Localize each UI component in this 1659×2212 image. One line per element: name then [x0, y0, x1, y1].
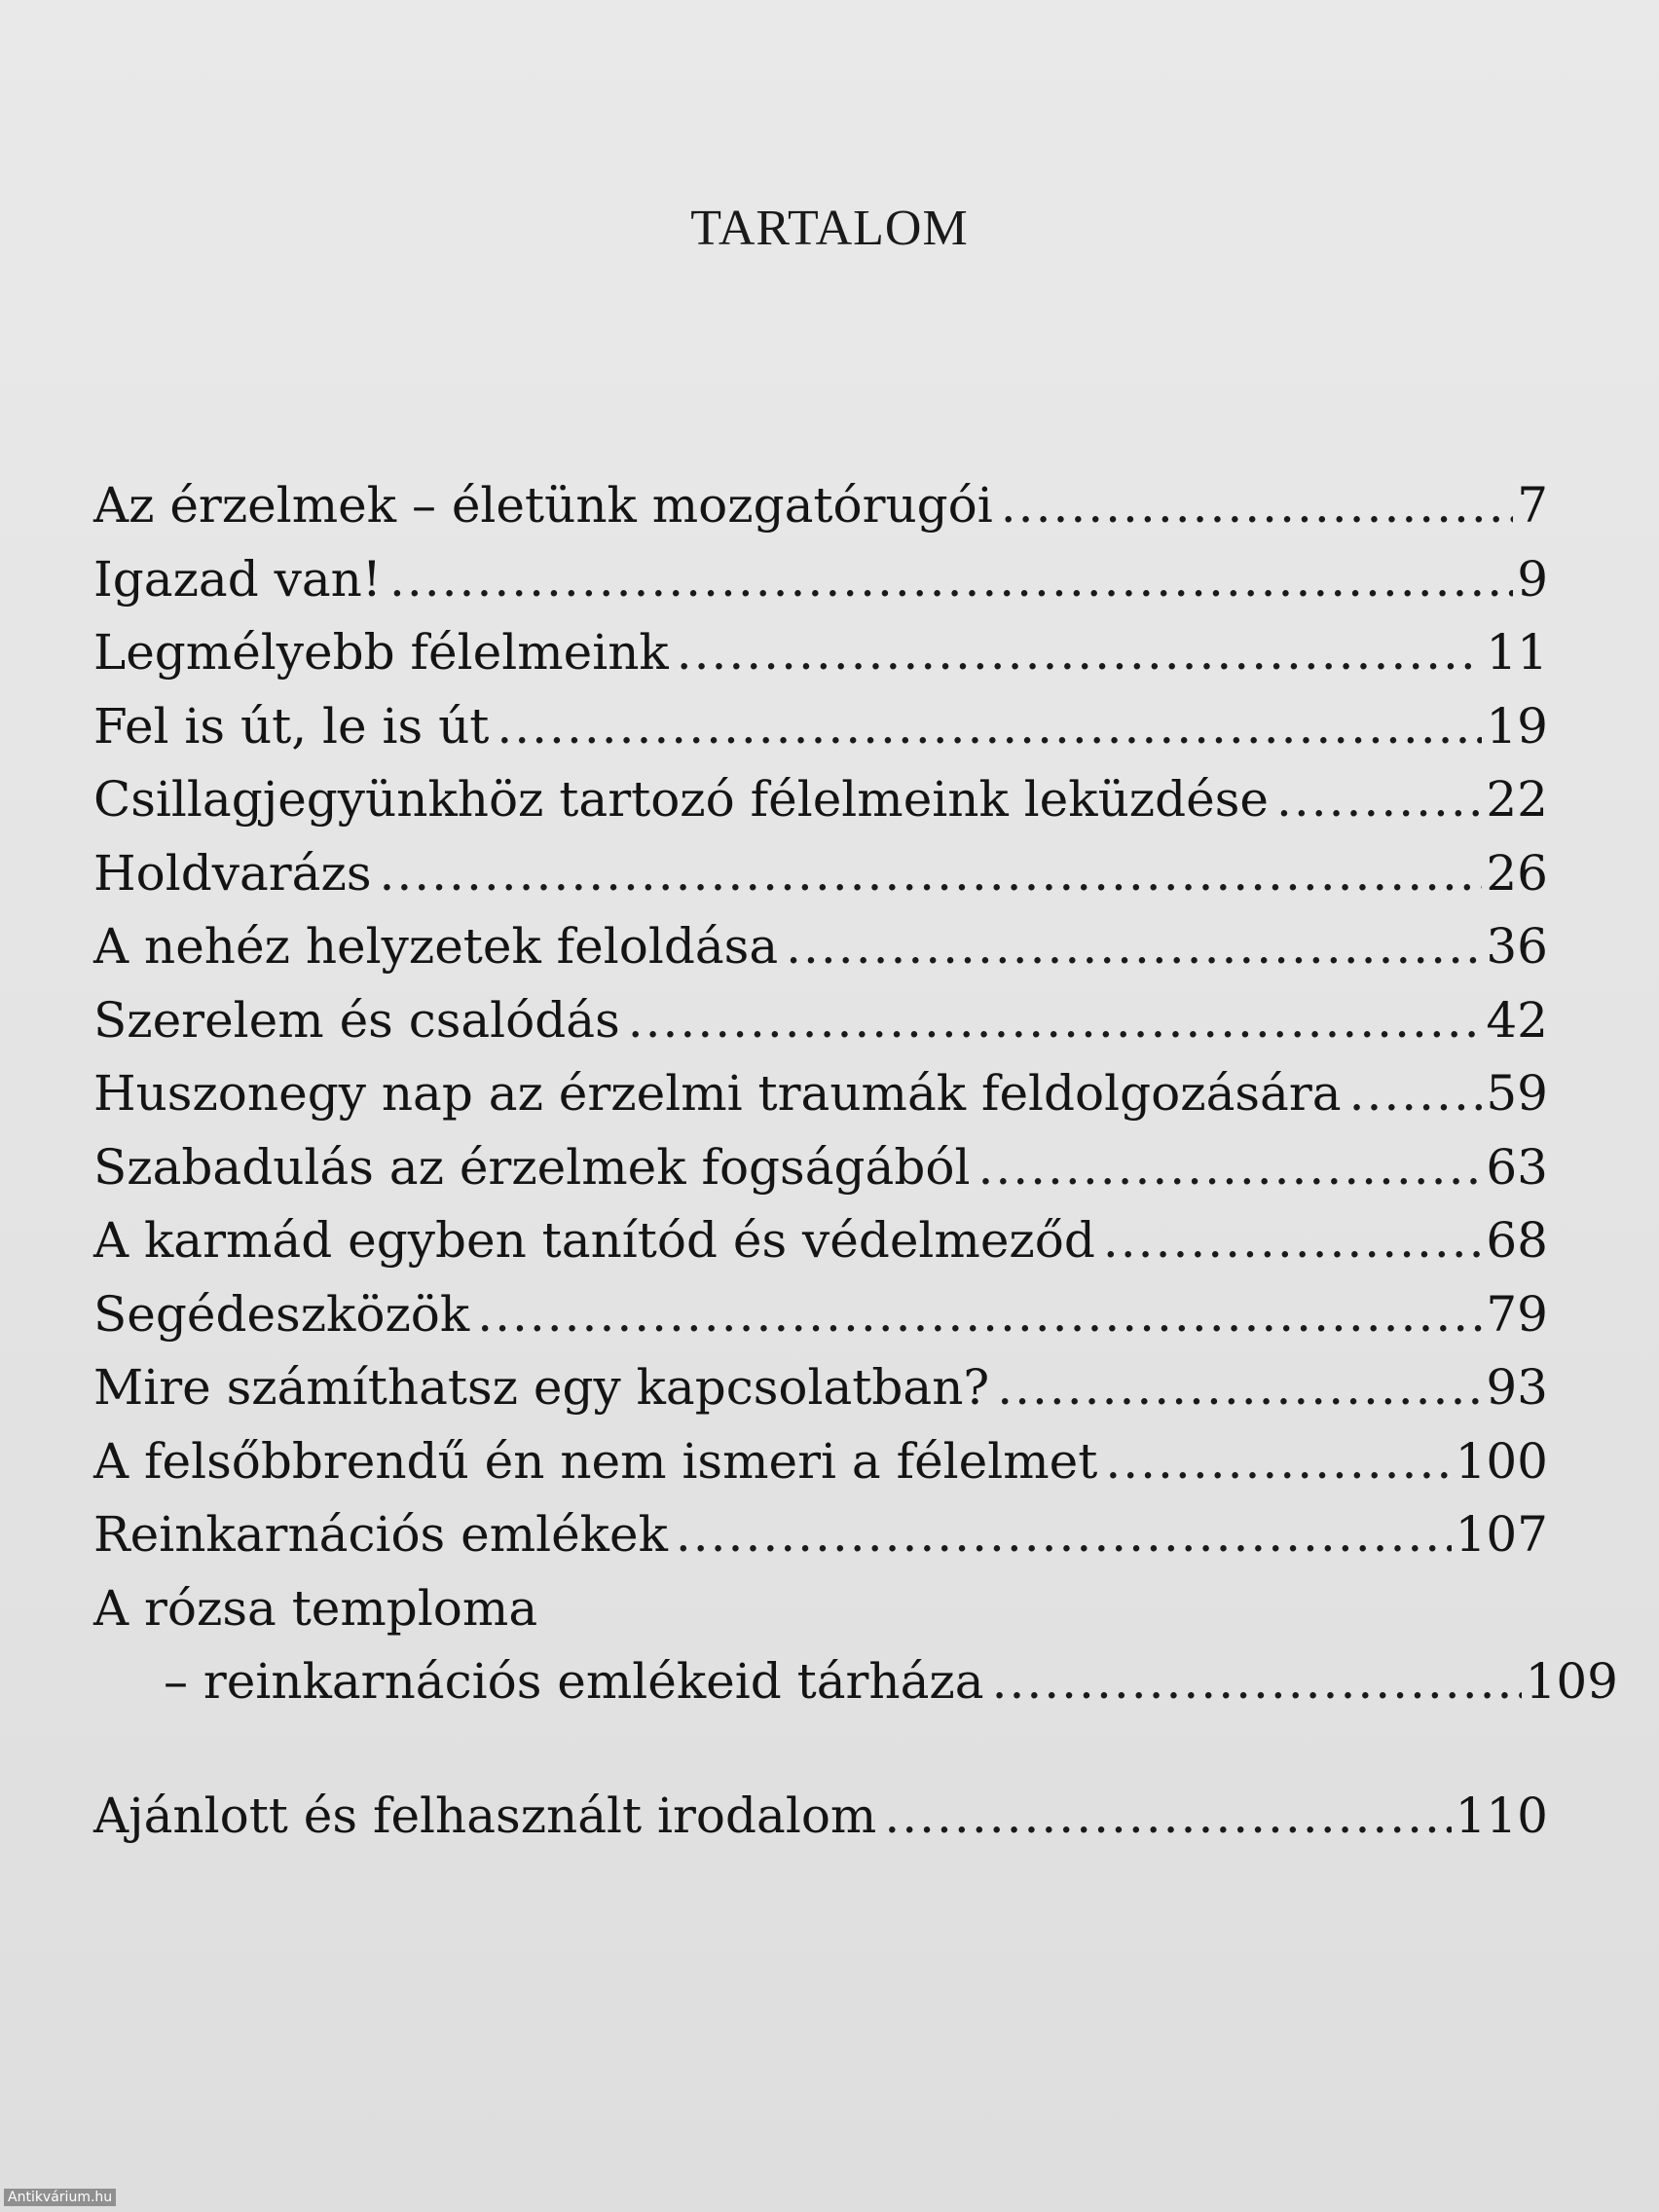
- toc-entry-title: Holdvarázs: [93, 844, 372, 902]
- toc-entry-page: 59: [1486, 1065, 1548, 1122]
- dot-leader: [677, 616, 1483, 690]
- dot-leader: [1349, 1057, 1483, 1131]
- toc-entry: [93, 910, 1548, 984]
- toc-entry-title: Fel is út, le is út: [93, 697, 490, 755]
- toc-entry-page: 26: [1486, 844, 1548, 902]
- toc-entry-page: 36: [1486, 918, 1548, 975]
- toc-entry-title: Az érzelmek – életünk mozgatórugói: [93, 477, 993, 534]
- toc-entry-title: Szabadulás az érzelmek fogságából: [93, 1138, 971, 1196]
- toc-entry-title: Segédeszközök: [93, 1285, 470, 1343]
- toc-entry-page: 22: [1486, 771, 1548, 828]
- dot-leader: [992, 1645, 1522, 1719]
- toc-entry: [93, 469, 1548, 543]
- toc-entry-page: 79: [1486, 1285, 1548, 1343]
- toc-entry: [93, 690, 1548, 764]
- toc-entry: [93, 763, 1548, 837]
- toc-entry-page: 93: [1486, 1359, 1548, 1416]
- toc-entry: [93, 1204, 1548, 1278]
- toc-entry-title: Csillagjegyünkhöz tartozó félelmeink leküzdése: [93, 771, 1269, 828]
- toc-entry-page: 109: [1525, 1653, 1618, 1710]
- toc-entry-title: Legmélyebb félelmeink: [93, 624, 669, 681]
- dot-leader: [389, 543, 1513, 617]
- toc-entry: [93, 616, 1548, 690]
- dot-leader: [497, 690, 1482, 764]
- toc-entry: [93, 543, 1548, 617]
- toc-entry: [93, 1057, 1548, 1131]
- toc-entry-page: 100: [1455, 1432, 1548, 1490]
- toc-entry: [93, 837, 1548, 911]
- toc-entry-title: A rózsa temploma: [93, 1579, 538, 1637]
- dot-leader: [997, 1351, 1482, 1425]
- toc-entry-title: A felsőbbrendű én nem ismeri a félelmet: [93, 1432, 1098, 1490]
- watermark-label: Antikvárium.hu: [4, 2189, 116, 2206]
- toc-entry-page: 110: [1455, 1787, 1548, 1844]
- toc-entry: [93, 1498, 1548, 1572]
- toc-entry-page: 9: [1517, 550, 1548, 608]
- dot-leader: [676, 1498, 1452, 1572]
- dot-leader: [1103, 1204, 1482, 1278]
- toc-entry-page: 68: [1486, 1212, 1548, 1269]
- toc-entry: [93, 1425, 1548, 1499]
- section-gap: [93, 1719, 1548, 1780]
- toc-entry-title: Reinkarnációs emlékek: [93, 1506, 668, 1563]
- toc-entry-page: 107: [1455, 1506, 1548, 1563]
- page-title: TARTALOM: [690, 201, 969, 256]
- toc-entry-title: A nehéz helyzetek feloldása: [93, 918, 779, 975]
- toc-entry: [93, 1351, 1548, 1425]
- dot-leader: [977, 1131, 1482, 1205]
- toc-entry-multiline: [93, 1572, 1618, 1719]
- toc-entry-bibliography: [93, 1780, 1548, 1854]
- toc-entry-page: 19: [1486, 697, 1548, 755]
- toc-entry-page: 63: [1486, 1138, 1548, 1196]
- toc-entry-title: A karmád egyben tanítód és védelmeződ: [93, 1212, 1095, 1269]
- toc-entry: [93, 1278, 1548, 1352]
- toc-entry: [93, 1131, 1548, 1205]
- dot-leader: [884, 1780, 1451, 1854]
- dot-leader: [786, 910, 1482, 984]
- toc-entry-title: Szerelem és csalódás: [93, 991, 620, 1049]
- toc-entry-title: Mire számíthatsz egy kapcsolatban?: [93, 1359, 990, 1416]
- toc-entry-subtitle: – reinkarnációs emlékeid tárháza: [164, 1653, 984, 1710]
- toc-entry-page: 11: [1486, 624, 1548, 681]
- toc-entry-page: 42: [1486, 991, 1548, 1049]
- dot-leader: [379, 837, 1482, 911]
- dot-leader: [1001, 469, 1513, 543]
- dot-leader: [1276, 763, 1482, 837]
- dot-leader: [628, 984, 1483, 1058]
- toc-entry-title: Huszonegy nap az érzelmi traumák feldolgozására: [93, 1065, 1342, 1122]
- table-of-contents: [93, 469, 1618, 1853]
- dot-leader: [1105, 1425, 1451, 1499]
- dot-leader: [477, 1278, 1482, 1352]
- toc-entry-page: 7: [1517, 477, 1548, 534]
- toc-entry-title: Ajánlott és felhasznált irodalom: [93, 1787, 877, 1844]
- toc-entry-title: Igazad van!: [93, 550, 382, 608]
- toc-entry: [93, 984, 1548, 1058]
